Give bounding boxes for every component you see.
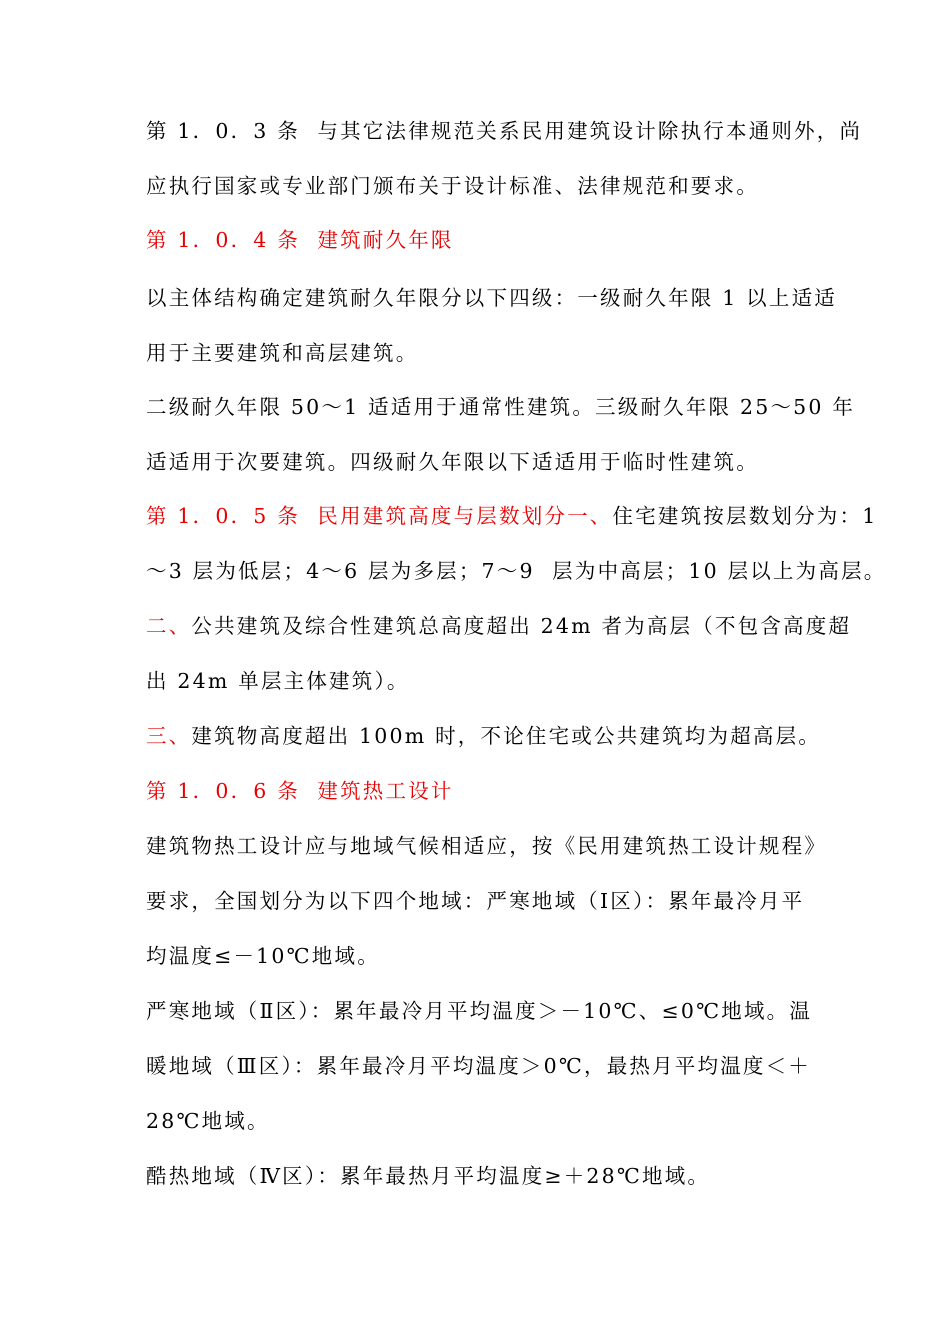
text-line bbox=[146, 667, 410, 695]
body-text: 出 24m 单层主体建筑）。 bbox=[146, 669, 410, 693]
text-line bbox=[146, 1052, 811, 1080]
text-line bbox=[146, 1107, 270, 1135]
body-text: 适适用于次要建筑。四级耐久年限以下适适用于临时性建筑。 bbox=[146, 450, 759, 474]
body-text: ～3 层为低层；4～6 层为多层；7～9 层为中高层；10 层以上为高层。 bbox=[146, 559, 887, 583]
text-line bbox=[146, 612, 851, 640]
body-text: 以主体结构确定建筑耐久年限分以下四级：一级耐久年限 1 以上适适 bbox=[146, 286, 837, 310]
body-text: 均温度≤－10℃地域。 bbox=[146, 944, 380, 968]
text-line bbox=[146, 557, 886, 585]
body-text: 建筑物高度超出 100m 时，不论住宅或公共建筑均为超高层。 bbox=[191, 724, 822, 748]
body-text: 要求，全国划分为以下四个地域：严寒地域（Ⅰ区）：累年最冷月平 bbox=[146, 889, 805, 913]
heading-text: 第 1．0．4 条 建筑耐久年限 bbox=[146, 228, 454, 252]
text-line bbox=[146, 722, 821, 750]
text-line bbox=[146, 393, 855, 421]
body-text: 严寒地域（Ⅱ区）：累年最冷月平均温度＞－10℃、≤0℃地域。温 bbox=[146, 999, 813, 1023]
text-line bbox=[146, 942, 380, 970]
body-text: 二级耐久年限 50～1 适适用于通常性建筑。三级耐久年限 25～50 年 bbox=[146, 395, 856, 419]
section-heading bbox=[146, 502, 877, 530]
text-line bbox=[146, 339, 418, 367]
body-text: 住宅建筑按层数划分为：1 bbox=[612, 504, 878, 528]
text-line bbox=[146, 1162, 710, 1190]
text-line bbox=[146, 997, 812, 1025]
heading-text: 第 1．0．5 条 民用建筑高度与层数划分一、 bbox=[146, 504, 613, 528]
heading-text: 第 1．0．6 条 建筑热工设计 bbox=[146, 779, 454, 803]
body-text: 第 1．0．3 条 与其它法律规范关系民用建筑设计除执行本通则外，尚 bbox=[146, 119, 863, 143]
body-text: 暖地域（Ⅲ区）：累年最冷月平均温度＞0℃，最热月平均温度＜＋ bbox=[146, 1054, 811, 1078]
list-marker: 二、 bbox=[146, 614, 192, 638]
text-line bbox=[146, 172, 759, 200]
body-text: 28℃地域。 bbox=[146, 1109, 270, 1133]
text-line bbox=[146, 117, 862, 145]
body-text: 应执行国家或专业部门颁布关于设计标准、法律规范和要求。 bbox=[146, 174, 759, 198]
text-line bbox=[146, 832, 827, 860]
text-line bbox=[146, 284, 837, 312]
list-marker: 三、 bbox=[146, 724, 192, 748]
section-heading bbox=[146, 226, 454, 254]
body-text: 建筑物热工设计应与地域气候相适应，按《民用建筑热工设计规程》 bbox=[146, 834, 827, 858]
text-line bbox=[146, 887, 804, 915]
body-text: 公共建筑及综合性建筑总高度超出 24m 者为高层（不包含高度超 bbox=[191, 614, 852, 638]
section-heading bbox=[146, 777, 454, 805]
body-text: 用于主要建筑和高层建筑。 bbox=[146, 341, 419, 365]
body-text: 酷热地域（Ⅳ区）：累年最热月平均温度≥＋28℃地域。 bbox=[146, 1164, 711, 1188]
text-line bbox=[146, 448, 759, 476]
